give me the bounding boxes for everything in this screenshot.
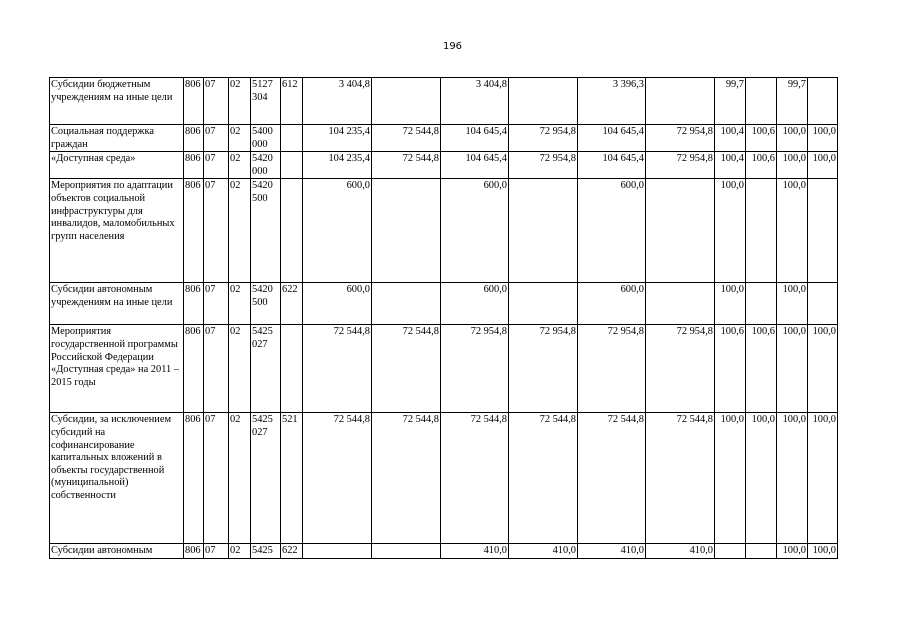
code-cell: 806 (184, 125, 204, 152)
code-cell: 5420 500 (251, 179, 281, 283)
value-cell: 100,6 (746, 125, 777, 152)
code-cell: 02 (229, 283, 251, 325)
value-cell (646, 78, 715, 125)
value-cell: 100,4 (715, 125, 746, 152)
table-row (50, 78, 838, 125)
page-number: 196 (442, 41, 463, 52)
value-cell: 600,0 (303, 283, 372, 325)
value-cell: 100,0 (715, 413, 746, 544)
row-name-cell: Субсидии, за исключением субсидий на софинансирование капитальных вложений в объекты государственной (муниципальной) собственности (50, 413, 184, 544)
value-cell: 100,4 (715, 152, 746, 179)
code-cell: 806 (184, 413, 204, 544)
value-cell (509, 78, 578, 125)
table-row (50, 152, 838, 179)
code-cell (281, 152, 303, 179)
value-cell: 100,6 (746, 325, 777, 413)
value-cell: 410,0 (578, 544, 646, 559)
value-cell: 72 954,8 (509, 325, 578, 413)
code-cell: 5425 (251, 544, 281, 559)
value-cell: 410,0 (509, 544, 578, 559)
value-cell: 600,0 (578, 283, 646, 325)
code-cell: 07 (204, 544, 229, 559)
value-cell: 72 954,8 (646, 152, 715, 179)
value-cell: 100,0 (777, 125, 808, 152)
row-name-cell: Социальная поддержка граждан (50, 125, 184, 152)
value-cell: 72 954,8 (646, 125, 715, 152)
value-cell (808, 283, 838, 325)
code-cell: 806 (184, 152, 204, 179)
value-cell: 72 954,8 (441, 325, 509, 413)
table-row (50, 544, 838, 559)
value-cell (372, 283, 441, 325)
value-cell: 100,0 (777, 325, 808, 413)
value-cell (372, 179, 441, 283)
value-cell: 72 954,8 (509, 152, 578, 179)
value-cell: 3 404,8 (303, 78, 372, 125)
table-row (50, 413, 838, 544)
value-cell: 100,0 (777, 179, 808, 283)
value-cell: 100,0 (777, 283, 808, 325)
value-cell: 104 645,4 (441, 152, 509, 179)
value-cell: 72 954,8 (509, 125, 578, 152)
value-cell: 104 645,4 (578, 125, 646, 152)
code-cell: 07 (204, 325, 229, 413)
code-cell: 5420 000 (251, 152, 281, 179)
value-cell: 72 544,8 (372, 413, 441, 544)
row-name-cell: Субсидии автономным учреждениям на иные цели (50, 283, 184, 325)
value-cell: 100,6 (715, 325, 746, 413)
code-cell: 806 (184, 283, 204, 325)
value-cell: 3 396,3 (578, 78, 646, 125)
code-cell: 07 (204, 179, 229, 283)
code-cell: 02 (229, 125, 251, 152)
value-cell: 600,0 (578, 179, 646, 283)
code-cell (281, 179, 303, 283)
code-cell: 07 (204, 283, 229, 325)
value-cell: 99,7 (777, 78, 808, 125)
value-cell: 100,0 (715, 283, 746, 325)
row-name-cell: Субсидии бюджетным учреждениям на иные цели (50, 78, 184, 125)
value-cell: 100,0 (777, 544, 808, 559)
budget-table (49, 77, 838, 559)
code-cell: 07 (204, 413, 229, 544)
code-cell: 5400 000 (251, 125, 281, 152)
value-cell (646, 179, 715, 283)
value-cell: 100,0 (808, 544, 838, 559)
code-cell: 07 (204, 78, 229, 125)
code-cell: 5425 027 (251, 325, 281, 413)
value-cell (372, 78, 441, 125)
code-cell: 02 (229, 544, 251, 559)
value-cell: 72 544,8 (372, 125, 441, 152)
code-cell: 5127 304 (251, 78, 281, 125)
table-row (50, 179, 838, 283)
code-cell: 02 (229, 78, 251, 125)
code-cell: 806 (184, 544, 204, 559)
value-cell: 600,0 (303, 179, 372, 283)
value-cell: 104 645,4 (578, 152, 646, 179)
value-cell: 72 544,8 (303, 413, 372, 544)
code-cell: 622 (281, 544, 303, 559)
value-cell: 100,0 (746, 413, 777, 544)
value-cell (746, 78, 777, 125)
value-cell: 100,0 (777, 413, 808, 544)
value-cell: 99,7 (715, 78, 746, 125)
code-cell: 02 (229, 413, 251, 544)
value-cell (303, 544, 372, 559)
value-cell (509, 179, 578, 283)
code-cell: 521 (281, 413, 303, 544)
value-cell: 3 404,8 (441, 78, 509, 125)
value-cell (509, 283, 578, 325)
value-cell (715, 544, 746, 559)
value-cell: 72 544,8 (646, 413, 715, 544)
code-cell (281, 125, 303, 152)
value-cell (646, 283, 715, 325)
code-cell: 5425 027 (251, 413, 281, 544)
value-cell: 72 544,8 (303, 325, 372, 413)
code-cell: 02 (229, 152, 251, 179)
value-cell: 104 235,4 (303, 152, 372, 179)
value-cell: 100,6 (746, 152, 777, 179)
code-cell (281, 325, 303, 413)
table-row (50, 325, 838, 413)
value-cell: 100,0 (808, 413, 838, 544)
value-cell (808, 179, 838, 283)
value-cell: 410,0 (646, 544, 715, 559)
code-cell: 02 (229, 325, 251, 413)
code-cell: 5420 500 (251, 283, 281, 325)
table-row (50, 283, 838, 325)
value-cell: 100,0 (808, 152, 838, 179)
value-cell: 72 954,8 (578, 325, 646, 413)
value-cell: 72 544,8 (372, 325, 441, 413)
value-cell (372, 544, 441, 559)
value-cell: 72 954,8 (646, 325, 715, 413)
value-cell: 100,0 (777, 152, 808, 179)
value-cell (746, 544, 777, 559)
code-cell: 806 (184, 325, 204, 413)
code-cell: 07 (204, 125, 229, 152)
value-cell: 72 544,8 (372, 152, 441, 179)
value-cell: 600,0 (441, 179, 509, 283)
code-cell: 07 (204, 152, 229, 179)
code-cell: 806 (184, 179, 204, 283)
row-name-cell: Мероприятия по адаптации объектов социальной инфраструктуры для инвалидов, маломобильных групп населения (50, 179, 184, 283)
value-cell: 104 235,4 (303, 125, 372, 152)
row-name-cell: Мероприятия государственной программы Российской Федерации «Доступная среда» на 2011 – 2015 годы (50, 325, 184, 413)
row-name-cell: Субсидии автономным (50, 544, 184, 559)
table-row (50, 125, 838, 152)
value-cell: 410,0 (441, 544, 509, 559)
value-cell (746, 179, 777, 283)
code-cell: 806 (184, 78, 204, 125)
value-cell: 100,0 (808, 125, 838, 152)
value-cell: 100,0 (808, 325, 838, 413)
code-cell: 612 (281, 78, 303, 125)
value-cell: 100,0 (715, 179, 746, 283)
value-cell: 600,0 (441, 283, 509, 325)
code-cell: 622 (281, 283, 303, 325)
value-cell: 72 544,8 (441, 413, 509, 544)
value-cell: 72 544,8 (578, 413, 646, 544)
value-cell: 72 544,8 (509, 413, 578, 544)
row-name-cell: «Доступная среда» (50, 152, 184, 179)
value-cell (808, 78, 838, 125)
code-cell: 02 (229, 179, 251, 283)
value-cell: 104 645,4 (441, 125, 509, 152)
value-cell (746, 283, 777, 325)
